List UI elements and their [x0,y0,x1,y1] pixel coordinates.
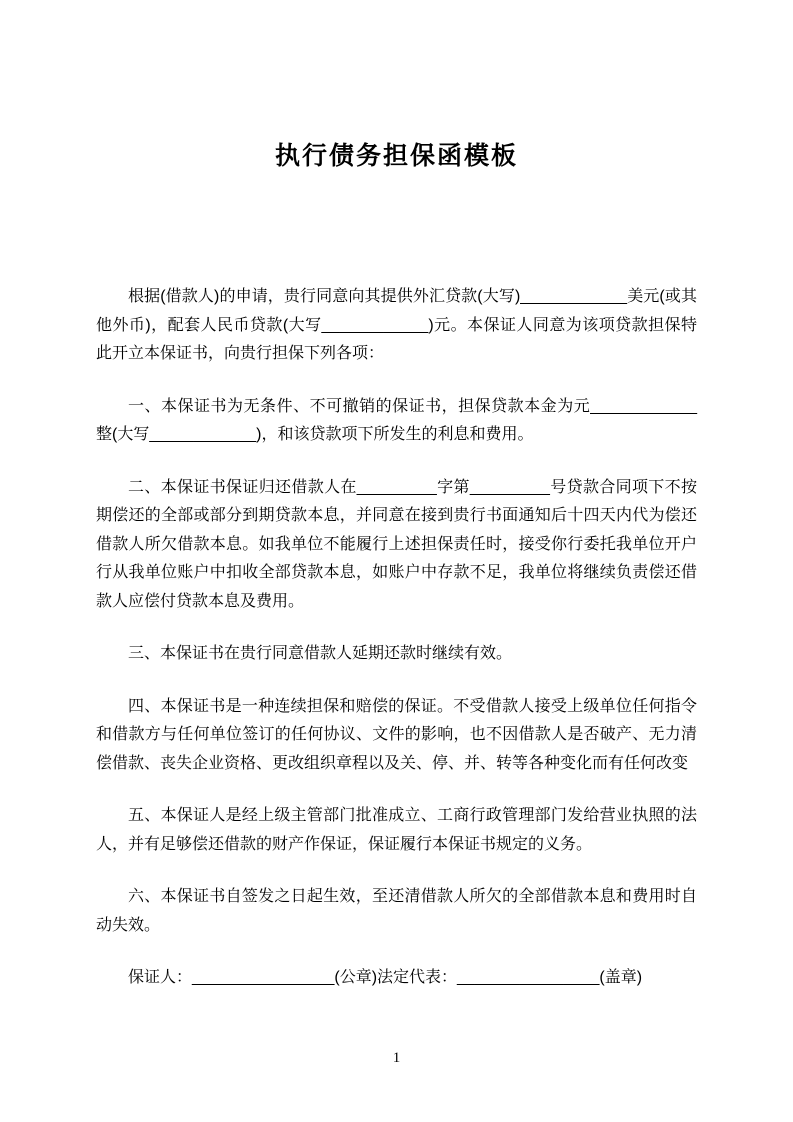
intro-paragraph: 根据(借款人)的申请，贵行同意向其提供外汇贷款(大写)____________美元(或其他外币)，配套人民币贷款(大写____________)元。本保证人同意为该项贷款担保特此开立本保证书，向贵行担保下列各项： [96,288,697,362]
page-number: 1 [392,1050,401,1066]
clause-2: 二、本保证书保证归还借款人在_________字第_________号贷款合同项下不按期偿还的全部或部分到期贷款本息，并同意在接到贵行书面通知后十四天内代为偿还借款人所欠借款本息。如我单位不能履行上述担保责任时，接受你行委托我单位开户行从我单位账户中扣收全部贷款本息，如账户中存款不足，我单位将继续负责偿还借款人应偿付贷款本息及费用。 [96,478,697,610]
clause-1: 一、本保证书为无条件、不可撤销的保证书，担保贷款本金为元____________整(大写____________)，和该贷款项下所发生的利息和费用。 [96,397,697,443]
clause-6: 六、本保证书自签发之日起生效，至还清借款人所欠的全部借款本息和费用时自动失效。 [96,888,697,934]
signature-line: 保证人：________________(公章)法定代表：________________(盖章) [128,969,643,986]
page-title: 执行债务担保函模板 [274,142,518,170]
clause-5: 五、本保证人是经上级主管部门批准成立、工商行政管理部门发给营业执照的法人，并有足够偿还借款的财产作保证，保证履行本保证书规定的义务。 [96,807,697,853]
document-content [96,0,697,993]
clause-3: 三、本保证书在贵行同意借款人延期还款时继续有效。 [128,645,513,662]
clause-4: 四、本保证书是一种连续担保和赔偿的保证。不受借款人接受上级单位任何指令和借款方与任何单位签订的任何协议、文件的影响，也不因借款人是否破产、无力清偿借款、丧失企业资格、更改组织章程以及关、停、并、转等各种变化而有任何改变 [96,697,697,772]
